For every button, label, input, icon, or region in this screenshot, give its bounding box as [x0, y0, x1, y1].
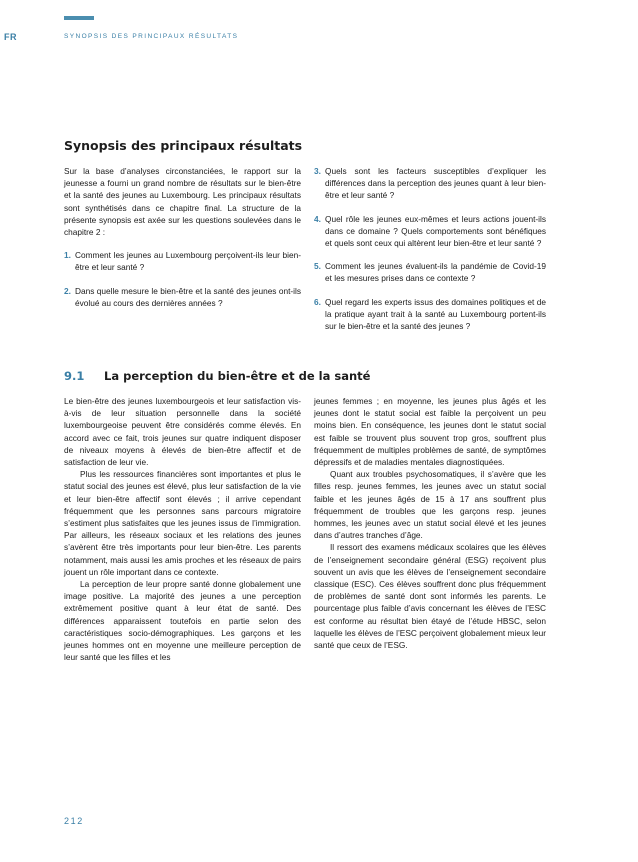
question-item: [314, 296, 546, 333]
header-accent-bar: [64, 16, 94, 20]
question-item: [314, 165, 546, 202]
question-text: Comment les jeunes évaluent-ils la pandémie de Covid-19 et les mesures prises dans ce contexte ?: [325, 261, 546, 284]
question-number: 2.: [64, 285, 71, 296]
section-number: 9.1: [64, 369, 85, 383]
page-number: 212: [64, 816, 84, 826]
body-paragraph: Le bien-être des jeunes luxembourgeois et leur satisfaction vis-à-vis de leur situation personnelle dans la société luxembourgeoise peuvent être considérés comme élevés. En accord avec ce fait, trois jeunes sur quatre indiquent disposer de niveaux moyens à élevés de bien-être affectif et de satisfaction de leur vie.: [64, 396, 301, 468]
synopsis-right-column: [314, 165, 546, 332]
question-number: 6.: [314, 296, 321, 307]
synopsis-left-column: [64, 165, 301, 309]
language-marker: FR: [4, 32, 17, 42]
question-text: Comment les jeunes au Luxembourg perçoivent-ils leur bien-être et leur santé ?: [75, 250, 301, 273]
question-text: Quel rôle les jeunes eux-mêmes et leurs actions jouent-ils dans ce domaine ? Quels comportements sont bénéfiques et quels sont ceux qui altèrent leur bien-être et leur santé ?: [325, 213, 546, 249]
running-head: SYNOPSIS DES PRINCIPAUX RÉSULTATS: [64, 33, 239, 40]
body-paragraph: Quant aux troubles psychosomatiques, il s’avère que les filles resp. jeunes femmes, les jeunes avec un statut social faible et les jeunes âgés de 15 à 17 ans souffrent plus fréquemment de troubles que les garçons resp. jeunes hommes, les jeunes avec un statut social élevé et les jeunes dans d’autres tranches d’âge.: [314, 469, 546, 541]
question-item: [64, 285, 301, 309]
synopsis-intro: Sur la base d’analyses circonstanciées, le rapport sur la jeunesse a fourni un grand nombre de résultats sur le bien-être et la santé des jeunes au Luxembourg. Les principaux résultats sont synthétisés dans ce chapitre final. La structure de la présente synopsis est axée sur les questions soulevées dans le chapitre 2 :: [64, 166, 301, 238]
question-item: [314, 260, 546, 284]
body-paragraph: Plus les ressources financières sont importantes et plus le statut social des jeunes est élevé, plus leur satisfaction de la vie et leur bien-être affectif sont élevés ; il arrive cependant fréquemment que les personnes sans parcours migratoire s’estiment plus satisfaites que les jeunes issus de l’immigration. Par ailleurs, les réseaux sociaux et les relations des jeunes s’avèrent être très importants pour leur bien-être. Les parents notamment, mais aussi les amis proches et les réseaux de pairs jouent un rôle important dans ce contexte.: [64, 469, 301, 577]
question-item: [314, 213, 546, 250]
body-paragraph: jeunes femmes ; en moyenne, les jeunes plus âgés et les jeunes dont le statut social est faible la perçoivent un peu moins bien. En conséquence, les jeunes dont le statut social est faible se trouvent plus souvent trop gros, souffrent plus fréquemment de multiples problèmes de santé, de symptômes dépressifs et de maladies mentales diagnostiquées.: [314, 396, 546, 468]
question-text: Quels sont les facteurs susceptibles d’expliquer les différences dans la perception des jeunes quant à leur bien-être et leur santé ?: [325, 166, 546, 201]
question-list-right: [314, 165, 546, 332]
section-title: La perception du bien-être et de la santé: [104, 369, 371, 383]
question-number: 4.: [314, 213, 321, 224]
question-number: 3.: [314, 166, 321, 176]
section-left-column: [64, 395, 301, 663]
question-number: 1.: [64, 250, 71, 261]
body-paragraph: La perception de leur propre santé donne globalement une image positive. La majorité des jeunes a une perception extrêmement positive quant à leur état de santé. Des différences apparaissent toutefois en partie selon des caractéristiques socio-démographiques. Les garçons et les jeunes hommes ont en moyenne une meilleure perception de leur santé que les filles et les: [64, 579, 301, 663]
synopsis-title: Synopsis des principaux résultats: [64, 138, 303, 153]
section-right-column: [314, 395, 546, 651]
question-text: Dans quelle mesure le bien-être et la santé des jeunes ont-ils évolué au cours des dernières années ?: [75, 285, 301, 308]
question-list-left: [64, 249, 301, 309]
body-paragraph: Il ressort des examens médicaux scolaires que les élèves de l’enseignement secondaire général (ESG) reçoivent plus souvent un avis que les élèves de l’enseignement secondaire classique (ESC). Ces élèves souffrent donc plus fréquemment de problèmes de santé dont sont informés les parents. Le pourcentage plus faible d’avis concernant les élèves de l’ESC est conforme au résultat bien étayé de l’étude HBSC, selon laquelle les élèves de l’ESC perçoivent globalement mieux leur santé que ceux de l’ESG.: [314, 542, 546, 651]
question-item: [64, 249, 301, 273]
question-text: Quel regard les experts issus des domaines politiques et de la pratique ayant trait à la santé au Luxembourg portent-ils sur le bien-être et la santé des jeunes ?: [325, 296, 546, 332]
question-number: 5.: [314, 261, 321, 272]
